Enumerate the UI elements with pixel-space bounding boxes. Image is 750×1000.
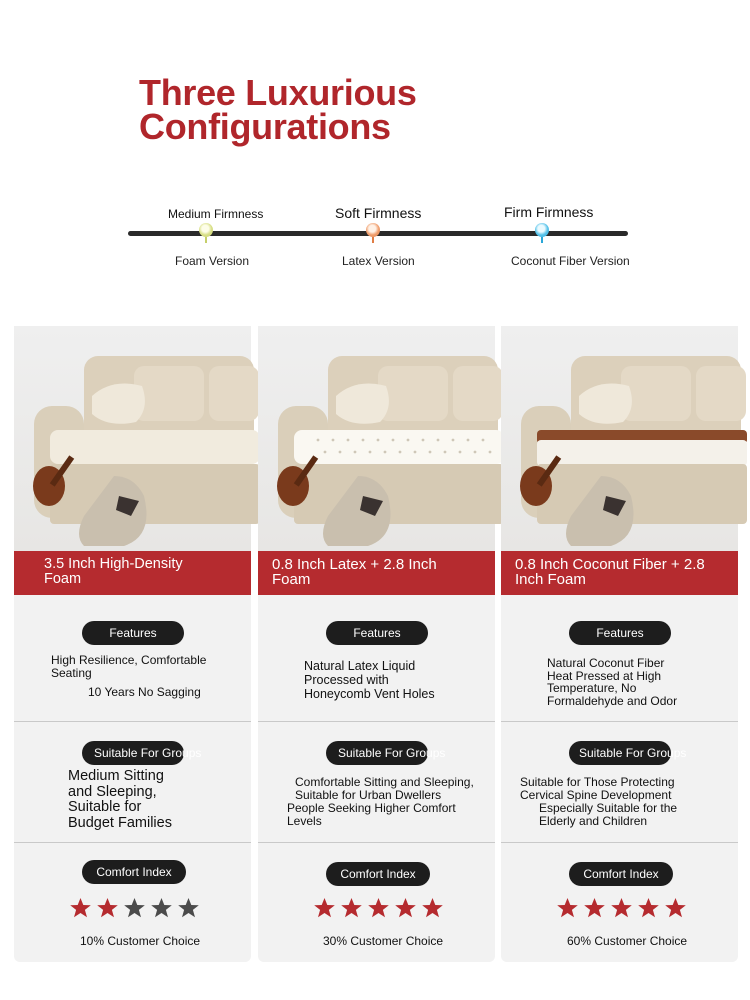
star-filled-icon [394, 897, 417, 919]
star-filled-icon [69, 897, 92, 919]
customer-choice: 10% Customer Choice [80, 934, 201, 948]
features-line: 10 Years No Sagging [88, 685, 201, 699]
star-empty-icon [177, 897, 200, 919]
star-filled-icon [583, 897, 606, 919]
star-filled-icon [610, 897, 633, 919]
config-card-coconut [501, 326, 738, 962]
star-empty-icon [123, 897, 146, 919]
groups-text [287, 776, 474, 828]
divider [258, 721, 495, 722]
groups-pill: Suitable For Groups [326, 741, 428, 765]
features-line: High Resilience, Comfortable [51, 653, 207, 667]
features-pill: Features [326, 621, 428, 645]
groups-line: Especially Suitable for the [539, 801, 678, 815]
groups-line: Levels [287, 814, 322, 828]
star-filled-icon [313, 897, 336, 919]
divider [258, 842, 495, 843]
groups-line: Medium Sitting [68, 768, 164, 784]
features-pill: Features [569, 621, 671, 645]
title-line-1: Three Luxurious [139, 72, 417, 113]
level-label-medium: Medium Firmness [168, 207, 264, 221]
sofa-image-latex [258, 326, 495, 552]
groups-line: Comfortable Sitting and Sleeping, [295, 775, 474, 789]
star-filled-icon [367, 897, 390, 919]
groups-line: Suitable for Those Protecting [520, 775, 675, 789]
marker-soft [365, 223, 381, 243]
features-pill: Features [82, 621, 184, 645]
star-empty-icon [150, 897, 173, 919]
groups-line: Cervical Spine Development [520, 788, 672, 802]
star-filled-icon [637, 897, 660, 919]
groups-line: People Seeking Higher Comfort [287, 801, 456, 815]
divider [14, 721, 251, 722]
config-title-line: Inch Foam [515, 571, 586, 588]
title-line-2: Configurations [139, 106, 391, 147]
config-title-line: 0.8 Inch Latex + 2.8 Inch [272, 556, 437, 573]
level-sub-coconut: Coconut Fiber Version [511, 254, 630, 268]
config-title-line: 3.5 Inch High-Density [44, 556, 183, 572]
comfort-index-pill: Comfort Index [82, 860, 186, 884]
level-label-firm: Firm Firmness [504, 204, 594, 220]
divider [501, 721, 738, 722]
config-card-latex [258, 326, 495, 962]
config-title-foam [14, 551, 251, 595]
features-text [51, 654, 206, 680]
features-line: Seating [51, 666, 92, 680]
customer-choice: 30% Customer Choice [323, 934, 444, 948]
sofa-image-foam [14, 326, 251, 552]
config-title-line: Foam [272, 571, 311, 588]
config-title-coconut [501, 551, 738, 595]
groups-line: Elderly and Children [539, 814, 648, 828]
comfort-index-pill: Comfort Index [326, 862, 430, 886]
sofa-image-coconut [501, 326, 738, 552]
groups-line: and Sleeping, [68, 783, 157, 800]
comfort-rating [556, 897, 687, 919]
level-label-soft: Soft Firmness [335, 205, 422, 221]
config-card-foam [14, 326, 251, 962]
groups-text [520, 776, 677, 828]
star-filled-icon [556, 897, 579, 919]
features-line: Honeycomb Vent Holes [304, 687, 435, 701]
features-line: Processed with [304, 673, 389, 687]
groups-line: Suitable for Urban Dwellers [295, 788, 442, 802]
level-sub-foam: Foam Version [175, 254, 250, 268]
star-filled-icon [96, 897, 119, 919]
features-text [547, 657, 677, 707]
divider [501, 842, 738, 843]
groups-pill: Suitable For Groups [569, 741, 671, 765]
firmness-scale [0, 0, 750, 280]
level-sub-latex: Latex Version [342, 254, 415, 268]
comfort-rating [69, 897, 200, 919]
marker-firm [534, 223, 550, 243]
features-line: Temperature, No [547, 681, 637, 695]
divider [14, 842, 251, 843]
features-line: Formaldehyde and Odor [547, 693, 678, 708]
star-filled-icon [340, 897, 363, 919]
config-title-line: Foam [44, 571, 82, 587]
features-line: Natural Latex Liquid [304, 659, 416, 673]
groups-pill: Suitable For Groups [82, 741, 184, 765]
features-line: Natural Coconut Fiber [547, 656, 665, 670]
features-line: Heat Pressed at High [547, 668, 662, 683]
groups-line: Budget Families [68, 814, 172, 831]
marker-medium [198, 223, 214, 243]
comfort-rating [313, 897, 444, 919]
star-filled-icon [664, 897, 687, 919]
features-text [304, 659, 435, 701]
comfort-index-pill: Comfort Index [569, 862, 673, 886]
star-filled-icon [421, 897, 444, 919]
customer-choice: 60% Customer Choice [567, 934, 688, 948]
groups-line: Suitable for [68, 799, 142, 815]
config-title-latex [258, 551, 495, 595]
groups-text [68, 769, 172, 831]
config-title-line: 0.8 Inch Coconut Fiber + 2.8 [515, 556, 705, 573]
